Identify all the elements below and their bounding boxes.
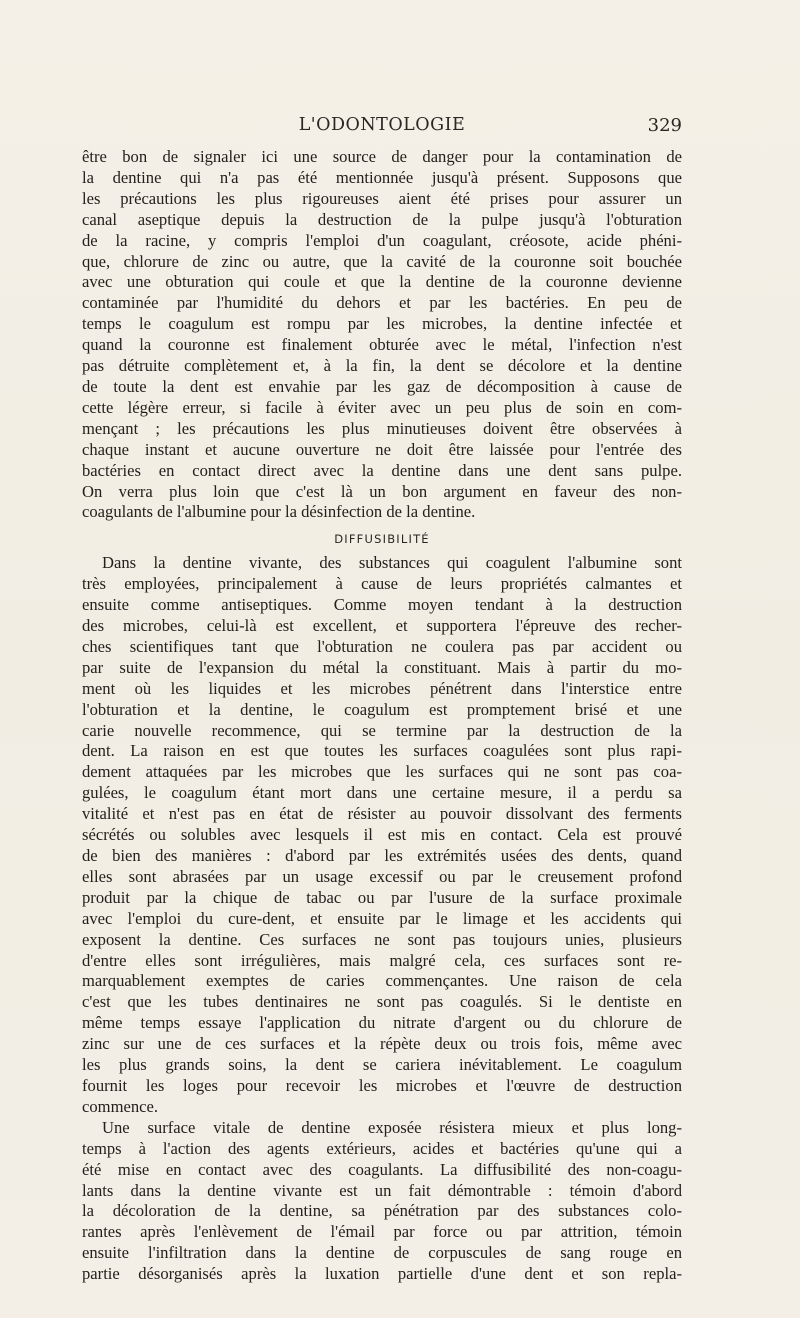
text-line: même temps essaye l'application du nitrate d'argent ou du chlorure de xyxy=(82,1013,682,1033)
text-line: la dentine qui n'a pas été mentionnée jusqu'à présent. Supposons que xyxy=(82,167,682,187)
paragraph-3 xyxy=(82,1118,682,1285)
text-line: ches scientifiques tant que l'obturation ne coulera pas par accident ou xyxy=(82,636,682,656)
text-line: sécrétés ou solubles avec lesquels il est mis en contact. Cela est prouvé xyxy=(82,825,682,845)
text-line: quand la couronne est finalement obturée avec le métal, l'infection n'est xyxy=(82,335,682,355)
text-line: Une surface vitale de dentine exposée résistera mieux et plus long- xyxy=(102,1117,682,1137)
text-line: de bien des manières : d'abord par les extrémités usées des dents, quand xyxy=(82,846,682,865)
text-line: dement attaquées par les microbes que les surfaces qui ne sont pas coa- xyxy=(82,762,682,782)
text-line: des microbes, celui-là est excellent, et supportera l'épreuve des recher- xyxy=(82,616,682,636)
text-line: On verra plus loin que c'est là un bon argument en faveur des non- xyxy=(82,481,682,501)
text-line: marquablement exemptes de caries commençantes. Une raison de cela xyxy=(82,971,682,991)
text-line: vitalité et n'est pas en état de résister au pouvoir dissolvant des ferments xyxy=(82,804,682,824)
text-line: cette légère erreur, si facile à éviter avec un peu plus de soin en com- xyxy=(82,397,682,417)
text-line: dent. La raison en est que toutes les surfaces coagulées sont plus rapi- xyxy=(82,741,682,761)
text-line: d'entre elles sont irrégulières, mais malgré cela, ces surfaces sont re- xyxy=(82,950,682,970)
text-line: été mise en contact avec des coagulants. La diffusibilité des non-coagu- xyxy=(82,1159,682,1179)
text-line: fournit les loges pour recevoir les microbes et l'œuvre de destruction xyxy=(82,1075,682,1095)
paragraph-2 xyxy=(82,553,682,1117)
text-line: zinc sur une de ces surfaces et la répète deux ou trois fois, même avec xyxy=(82,1034,682,1054)
section-heading: DIFFUSIBILITÉ xyxy=(334,532,430,547)
text-line: gulées, le coagulum étant mort dans une certaine mesure, il a perdu sa xyxy=(82,783,682,803)
text-line: les précautions les plus rigoureuses aient été prises pour assurer un xyxy=(82,188,682,208)
text-line: par suite de l'expansion du métal la constituant. Mais à partir du mo- xyxy=(82,657,682,677)
text-line: les plus grands soins, la dent se cariera inévitablement. Le coagulum xyxy=(82,1055,682,1075)
text-line: avec l'emploi du cure-dent, et ensuite par le limage et les accidents qui xyxy=(82,908,682,928)
body-text xyxy=(82,147,682,1285)
paragraph-1 xyxy=(82,147,682,523)
text-line: contaminée par l'humidité du dehors et par les bactéries. En peu de xyxy=(82,293,682,313)
text-line: ensuite l'infiltration dans la dentine de corpuscules de sang rouge en xyxy=(82,1243,682,1263)
text-line: coagulants de l'albumine pour la désinfection de la dentine. xyxy=(82,502,476,522)
text-line: de toute la dent est envahie par les gaz de décomposition à cause de xyxy=(82,376,682,396)
text-line: bactéries en contact direct avec la dentine dans une dent sans pulpe. xyxy=(82,460,682,480)
text-line: c'est que les tubes dentinaires ne sont pas coagulés. Si le dentiste en xyxy=(82,992,682,1012)
text-line: chaque instant et aucune ouverture ne doit être laissée pour l'entrée des xyxy=(82,439,682,459)
text-line: l'obturation et la dentine, le coagulum est promptement brisé et une xyxy=(82,699,682,719)
text-line: canal aseptique depuis la destruction de la pulpe jusqu'à l'obturation xyxy=(82,209,682,229)
text-line: rantes après l'enlèvement de l'émail par force ou par attrition, témoin xyxy=(82,1222,682,1242)
running-header xyxy=(82,115,682,141)
text-line: pas détruite complètement et, à la fin, la dent se décolore et la dentine xyxy=(82,356,682,376)
text-line: commence. xyxy=(82,1096,159,1116)
text-line: Dans la dentine vivante, des substances qui coagulent l'albumine sont xyxy=(102,553,682,573)
text-line: temps le coagulum est rompu par les microbes, la dentine infectée et xyxy=(82,314,682,334)
page-number: 329 xyxy=(647,115,682,136)
text-line: très employées, principalement à cause de leurs propriétés calmantes et xyxy=(82,574,682,594)
text-line: être bon de signaler ici une source de danger pour la contamination de xyxy=(82,147,682,166)
text-line: lants dans la dentine vivante est un fait démontrable : témoin d'abord xyxy=(82,1180,682,1200)
text-line: mençant ; les précautions les plus minutieuses doivent être observées à xyxy=(82,418,682,438)
text-line: ment où les liquides et les microbes pénétrent dans l'interstice entre xyxy=(82,678,682,698)
text-line: ensuite comme antiseptiques. Comme moyen tendant à la destruction xyxy=(82,595,682,615)
text-line: produit par la chique de tabac ou par l'usure de la surface proximale xyxy=(82,887,682,907)
text-line: exposent la dentine. Ces surfaces ne sont pas toujours unies, plusieurs xyxy=(82,929,682,949)
text-line: la décoloration de la dentine, sa pénétration par des substances colo- xyxy=(82,1201,682,1221)
text-line: que, chlorure de zinc ou autre, que la cavité de la couronne soit bouchée xyxy=(82,251,682,271)
text-line: de la racine, y compris l'emploi d'un coagulant, créosote, acide phéni- xyxy=(82,230,682,250)
text-line: partie désorganisés après la luxation partielle d'une dent et son repla- xyxy=(82,1264,682,1284)
text-line: avec une obturation qui coule et que la dentine de la couronne devienne xyxy=(82,272,682,292)
text-line: carie nouvelle recommence, qui se termine par la destruction de la xyxy=(82,720,682,740)
running-title: L'ODONTOLOGIE xyxy=(298,115,466,135)
text-line: temps à l'action des agents extérieurs, acides et bactéries qu'une qui a xyxy=(82,1138,682,1158)
text-line: elles sont abrasées par un usage excessif ou par le creusement profond xyxy=(82,866,682,886)
